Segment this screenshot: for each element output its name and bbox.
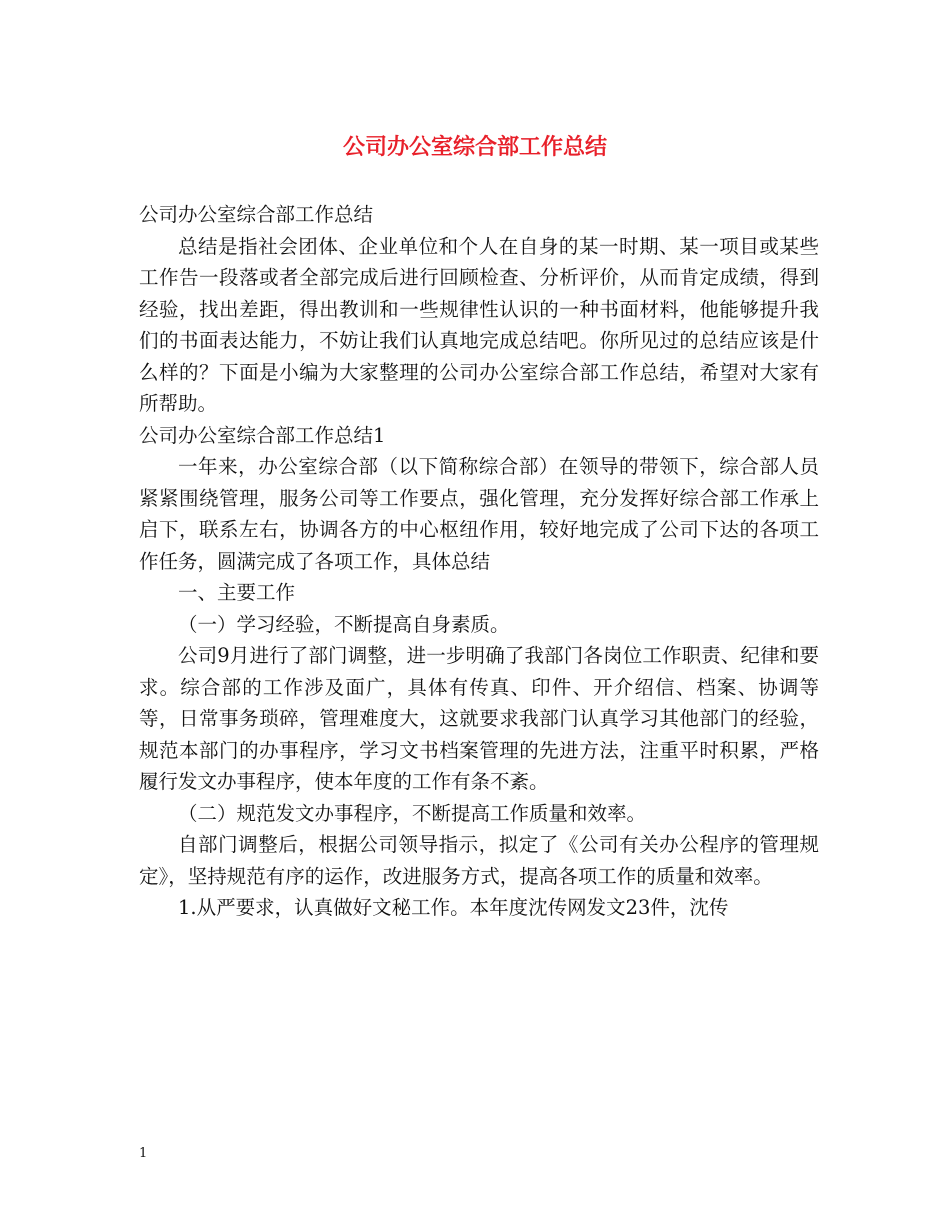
paragraph: 总结是指社会团体、企业单位和个人在自身的某一时期、某一项目或某些工作告一段落或者全部完成后进行回顾检查、分析评价，从而肯定成绩，得到经验，找出差距，得出教训和一些规律性认识的一种书面材料，他能够提升我们的书面表达能力，不妨让我们认真地完成总结吧。你所见过的总结应该是什么样的？下面是小编为大家整理的公司办公室综合部工作总结，希望对大家有所帮助。 [139, 234, 819, 415]
document-title: 公司办公室综合部工作总结 [342, 134, 607, 160]
page-number: 1 [139, 1146, 148, 1161]
paragraph: 公司9月进行了部门调整，进一步明确了我部门各岗位工作职责、纪律和要求。综合部的工作涉及面广，具体有传真、印件、开介绍信、档案、协调等等，日常事务琐碎，管理难度大，这就要求我部门认真学习其他部门的经验，规范本部门的办事程序，学习文书档案管理的先进方法，注重平时积累，严格履行发文办事程序，使本年度的工作有条不紊。 [139, 644, 819, 793]
paragraph: 1.从严要求，认真做好文秘工作。本年度沈传网发文23件，沈传 [178, 896, 729, 919]
paragraph: 一、主要工作 [178, 581, 296, 604]
paragraph: 公司办公室综合部工作总结1 [139, 423, 386, 447]
paragraph: 一年来，办公室综合部（以下简称综合部）在领导的带领下，综合部人员紧紧围绕管理，服务公司等工作要点，强化管理，充分发挥好综合部工作承上启下，联系左右，协调各方的中心枢纽作用，较好地完成了公司下达的各项工作任务，圆满完成了各项工作，具体总结 [139, 455, 819, 573]
document-body [139, 199, 819, 924]
paragraph: （一）学习经验，不断提高自身素质。 [178, 612, 510, 636]
paragraph: 自部门调整后，根据公司领导指示，拟定了《公司有关办公程序的管理规定》，坚持规范有序的运作，改进服务方式，提高各项工作的质量和效率。 [139, 833, 819, 888]
paragraph: 公司办公室综合部工作总结 [139, 203, 374, 226]
paragraph: （二）规范发文办事程序，不断提高工作质量和效率。 [178, 801, 647, 825]
